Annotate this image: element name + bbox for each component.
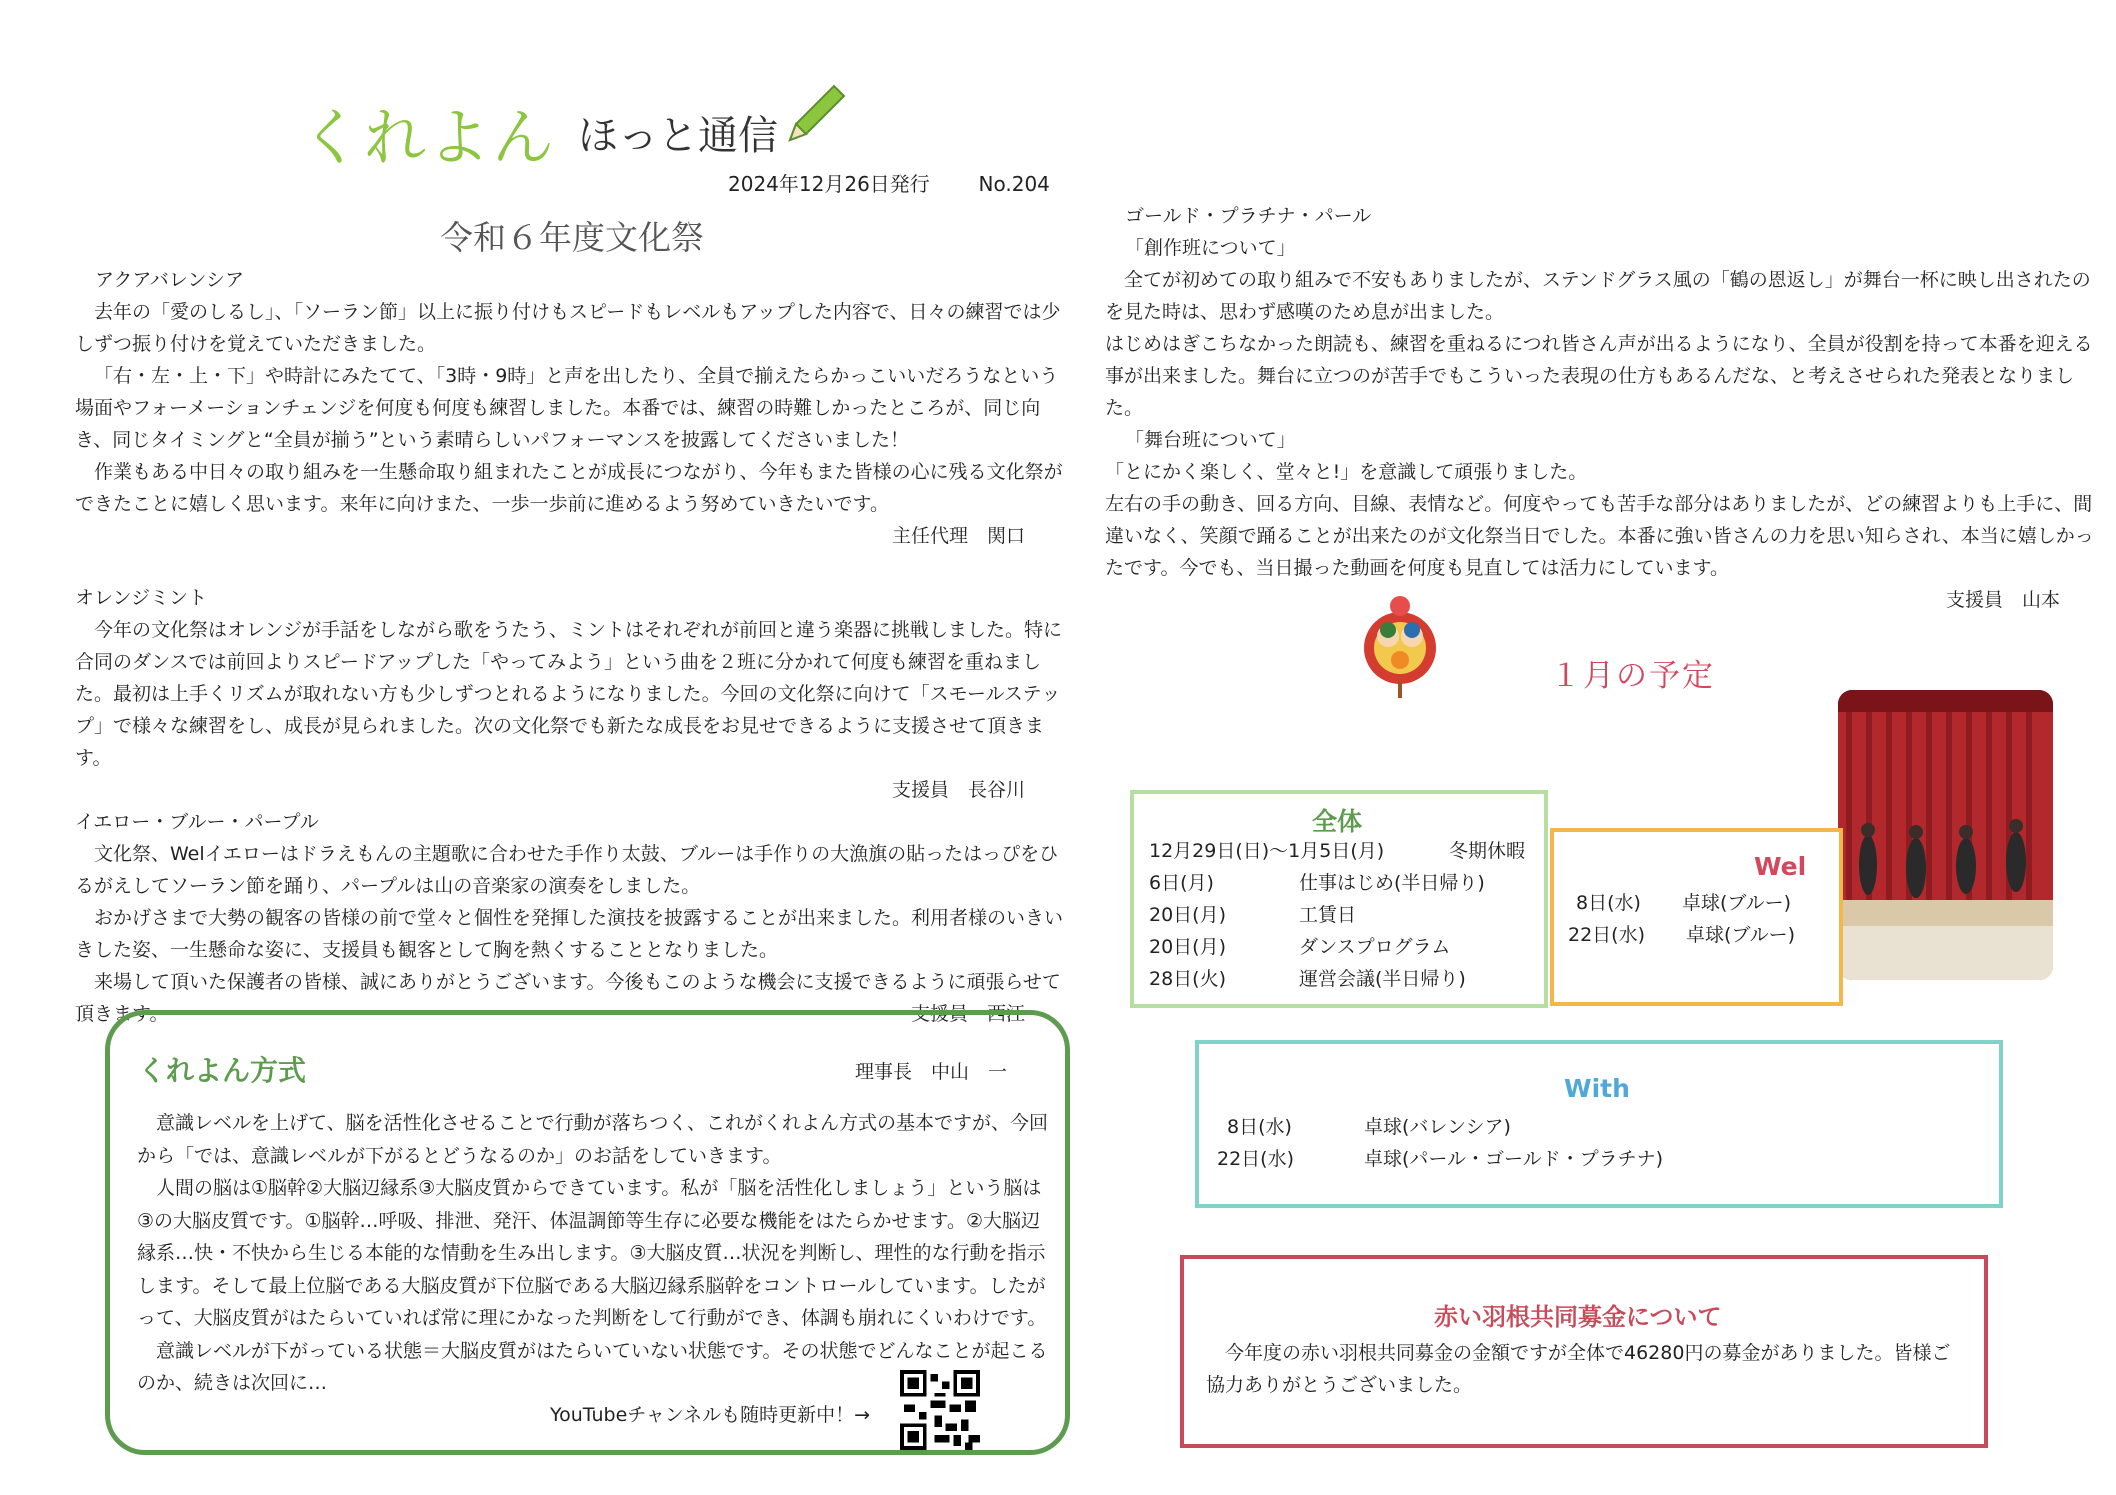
feature-title: 令和６年度文化祭 [440,218,704,257]
paragraph: 去年の「愛のしるし」、「ソーラン節」以上に振り付けもスピードもレベルもアップした内容で、日々の練習では少しずつ振り付けを覚えていただきました。 [75,301,1061,355]
schedule-date: 20日(月) [1149,904,1227,926]
issue-date: 2024年12月26日発行 [728,172,930,196]
paragraph: 文化祭、Welイエローはドラえもんの主題歌に合わせた手作り太鼓、ブルーは手作りの大漁旗の貼ったはっぴをひるがえしてソーラン節を踊り、パープルは山の音楽家の演奏をしました。 [75,843,1059,897]
paragraph: 「とにかく楽しく、堂々と!」を意識して頑張りました。 [1105,461,1588,483]
schedule-event: 卓球(ブルー) [1682,892,1792,914]
kreyon-method-title: くれよん方式 [138,1054,307,1087]
paragraph: 意識レベルが下がっている状態＝大脳皮質がはたらいていない状態です。その状態でどんなことが起こるのか、続きは次回に… [137,1339,1048,1394]
schedule-event: 卓球(ブルー) [1686,924,1796,946]
signature: 支援員 山本 [1945,589,2060,611]
right-column [1105,200,2100,616]
schedule-box-wel [1550,828,1843,1006]
schedule-event: 仕事はじめ(半日帰り) [1299,872,1485,894]
paragraph: おかげさまで大勢の観客の皆様の前で堂々と個性を発揮した演技を披露することが出来ました。利用者様のいきいきした姿、一生懸命な姿に、支援員も観客として胸を熱くすることとなりました。 [75,907,1064,961]
schedule-event: 工賃日 [1299,904,1357,926]
issue-number: No.204 [978,172,1050,196]
sub-heading: 「舞台班について」 [1125,429,1296,451]
schedule-event: ダンスプログラム [1299,936,1451,958]
schedule-box-zentai [1130,790,1548,1008]
kreyon-method-body [137,1107,1049,1400]
schedule-date: 8日(水) [1576,892,1641,914]
stage-photo [1838,690,2053,980]
masthead-logo: くれよん [300,101,557,174]
paragraph: 来場して頂いた保護者の皆様、誠にありがとうございます。今後もこのような機会に支援できるように頑張らせて頂きます。 [75,971,1061,1025]
schedule-date: 28日(火) [1149,968,1227,990]
section-heading: アクアバレンシア [95,269,244,291]
paragraph: 人間の脳は①脳幹②大脳辺縁系③大脳皮質からできています。私が「脳を活性化しましょう」という脳は③の大脳皮質です。①脳幹…呼吸、排泄、発汗、体温調節等生存に必要な機能をはたらかせます。②大脳辺縁系…快・不快から生じる本能的な情動を生み出します。③大脳皮質…状況を判断し、理性的な行動を指示します。そして最上位脳である大脳皮質が下位脳である大脳辺縁系脳幹をコントロールしています。したがって、大脳皮質がはたらいていれば常に理にかなった判断をして行動ができ、体調も崩れにくいわけです。 [137,1177,1047,1329]
schedule-title: With [1564,1074,1630,1103]
signature: 主任代理 関口 [891,525,1025,547]
masthead-subtitle: ほっと通信 [578,113,778,159]
signature: 支援員 西江 [910,1003,1025,1025]
kreyon-method-box [105,1010,1070,1455]
schedule-event: 冬期休暇 [1449,840,1526,862]
paragraph: 左右の手の動き、回る方向、目線、表情など。何度やっても苦手な部分はありましたが、どの練習よりも上手に、間違いなく、笑顔で踊ることが出来たのが文化祭当日でした。本番に強い皆さんの力を思い知らされ、本当に嬉しかったです。今でも、当日撮った動画を何度も見直しては活力にしています。 [1105,493,2094,579]
signature: 支援員 長谷川 [891,779,1025,801]
schedule-date: 20日(月) [1149,936,1227,958]
paragraph: 意識レベルを上げて、脳を活性化させることで行動が落ちつく、これがくれよん方式の基本ですが、今回から「では、意識レベルが下がるとどうなるのか」のお話をしていきます。 [137,1112,1049,1167]
issue-line [728,168,1050,197]
youtube-note: YouTubeチャンネルも随時更新中！→ [550,1404,871,1426]
paragraph: はじめはぎこちなかった朗読も、練習を重ねるにつれ皆さん声が出るようになり、全員が役割を持って本番を迎える事が出来ました。舞台に立つのが苦手でもこういった表現の仕方もあるんだな、と考えさせられた発表となりました。 [1105,333,2093,419]
schedule-event: 運営会議(半日帰り) [1299,968,1466,990]
paragraph: 全てが初めての取り組みで不安もありましたが、ステンドグラス風の「鶴の恩返し」が舞台一杯に映し出されたのを見た時は、思わず感嘆のため息が出ました。 [1105,269,2091,323]
donation-body: 今年度の赤い羽根共同募金の金額ですが全体で46280円の募金がありました。皆様ご協力ありがとうございました。 [1206,1342,1951,1396]
section-heading: ゴールド・プラチナ・パール [1125,205,1372,227]
schedule-event: 卓球(パール・ゴールド・プラチナ) [1364,1148,1664,1170]
pencil-icon [782,78,852,148]
schedule-date: 22日(水) [1217,1148,1295,1170]
schedule-date: 6日(月) [1149,872,1214,894]
paragraph: 「右・左・上・下」や時計にみたてて、「3時・9時」と声を出したり、全員で揃えたらかっこいいだろうなという場面やフォーメーションチェンジを何度も何度も練習しました。本番では、練習の時難しかったところが、同じ向き、同じタイミングと“全員が揃う”という素晴らしいパフォーマンスを披露してくださいました！ [75,365,1059,451]
schedule-event: 卓球(バレンシア) [1364,1116,1511,1138]
donation-box [1180,1255,1988,1448]
daruma-ornament-icon [1355,590,1445,700]
sub-heading: 「創作班について」 [1125,237,1296,259]
schedule-date: 8日(水) [1227,1116,1292,1138]
qr-code-icon[interactable] [900,1370,980,1450]
paragraph: 作業もある中日々の取り組みを一生懸命取り組まれたことが成長につながり、今年もまた皆様の心に残る文化祭ができたことに嬉しく思います。来年に向けまた、一歩一歩前に進めるよう努めていきたいです。 [75,461,1063,515]
donation-title: 赤い羽根共同募金について [1434,1303,1722,1331]
schedule-title: 全体 [1312,807,1363,836]
paragraph: 今年の文化祭はオレンジが手話をしながら歌をうたう、ミントはそれぞれが前回と違う楽器に挑戦しました。特に合同のダンスでは前回よりスピードアップした「やってみよう」という曲を２班に分かれて何度も練習を重ねました。最初は上手くリズムが取れない方も少しずつとれるようになりました。今回の文化祭に向けて「スモールステップ」で様々な練習をし、成長が見られました。次の文化祭でも新たな成長をお見せできるように支援させて頂きます。 [75,619,1063,769]
section-heading: イエロー・ブルー・パープル [75,811,319,833]
kreyon-method-author: 理事長 中山 一 [855,1061,1008,1083]
january-title: １月の予定 [1550,658,1715,694]
schedule-date: 12月29日(日)～1月5日(月) [1149,840,1385,862]
section-heading: オレンジミント [75,587,208,609]
schedule-date: 22日(水) [1568,924,1646,946]
schedule-box-with [1195,1040,2003,1208]
schedule-title: Wel [1754,852,1807,881]
left-column [75,264,1065,1030]
